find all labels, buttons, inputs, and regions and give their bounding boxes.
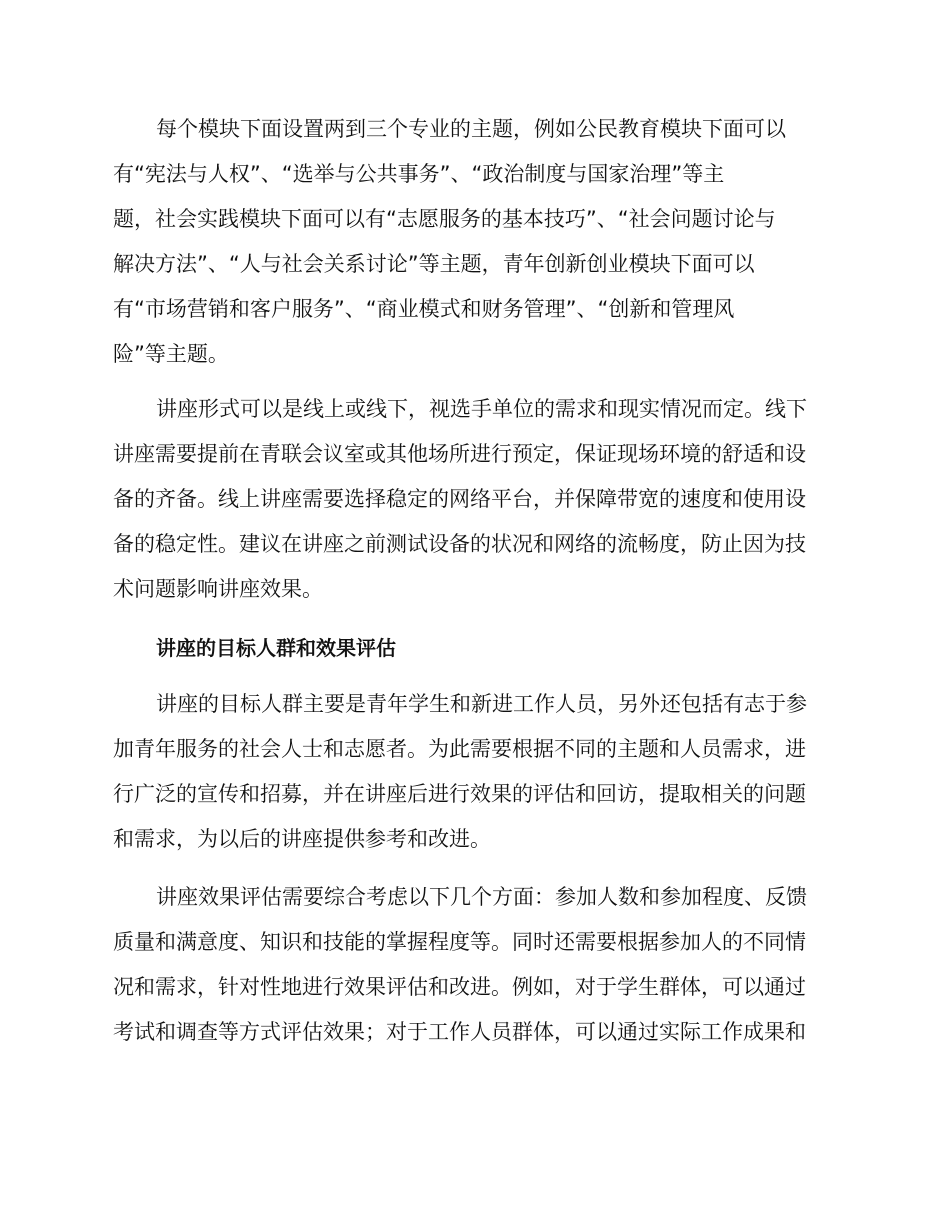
text-line: 备的稳定性。建议在讲座之前测试设备的状况和网络的流畅度，防止因为技	[113, 532, 806, 556]
section-heading: 讲座的目标人群和效果评估	[156, 636, 396, 660]
text-line: 讲座形式可以是线上或线下，视选手单位的需求和现实情况而定。线下	[156, 397, 807, 421]
text-line: 险”等主题。	[113, 342, 229, 366]
text-line: 况和需求，针对性地进行效果评估和改进。例如，对于学生群体，可以通过	[113, 975, 806, 999]
text-line: 有“市场营销和客户服务”、“商业模式和财务管理”、“创新和管理风	[113, 297, 735, 321]
text-line: 质量和满意度、知识和技能的掌握程度等。同时还需要根据参加人的不同情	[113, 930, 806, 954]
text-line: 加青年服务的社会人士和志愿者。为此需要根据不同的主题和人员需求，进	[113, 737, 806, 761]
text-line: 术问题影响讲座效果。	[113, 577, 323, 601]
text-line: 和需求，为以后的讲座提供参考和改进。	[113, 827, 491, 851]
text-line: 讲座的目标人群主要是青年学生和新进工作人员，另外还包括有志于参	[156, 692, 807, 716]
text-line: 备的齐备。线上讲座需要选择稳定的网络平台，并保障带宽的速度和使用设	[113, 487, 806, 511]
text-line: 每个模块下面设置两到三个专业的主题，例如公民教育模块下面可以	[156, 117, 786, 141]
text-line: 考试和调查等方式评估效果；对于工作人员群体，可以通过实际工作成果和	[113, 1020, 806, 1044]
text-line: 讲座需要提前在青联会议室或其他场所进行预定，保证现场环境的舒适和设	[113, 442, 806, 466]
text-line: 讲座效果评估需要综合考虑以下几个方面：参加人数和参加程度、反馈	[156, 885, 807, 909]
text-line: 题，社会实践模块下面可以有“志愿服务的基本技巧”、“社会问题讨论与	[113, 207, 776, 231]
text-line: 行广泛的宣传和招募，并在讲座后进行效果的评估和回访，提取相关的问题	[113, 782, 806, 806]
text-line: 解决方法”、“人与社会关系讨论”等主题，青年创新创业模块下面可以	[113, 252, 755, 276]
text-line: 有“宪法与人权”、“选举与公共事务”、“政治制度与国家治理”等主	[113, 162, 725, 186]
